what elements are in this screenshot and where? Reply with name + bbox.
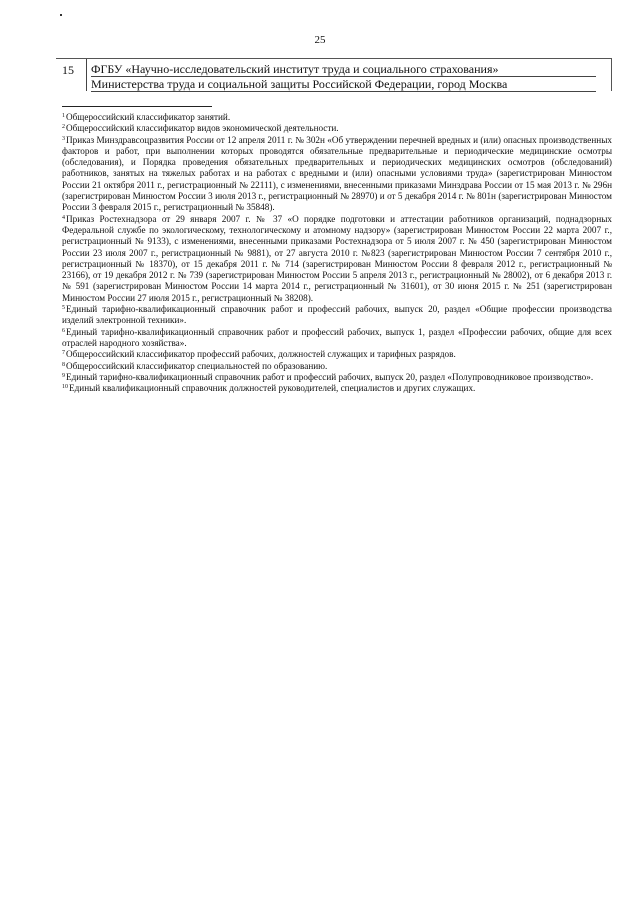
- footnote: [62, 327, 612, 350]
- footnote-marker: 9: [62, 372, 65, 379]
- footnote: [62, 361, 612, 372]
- footnote-marker: 7: [62, 350, 65, 357]
- footnote-text: Общероссийский классификатор видов экономической деятельности.: [66, 123, 339, 134]
- footnote-marker: 3: [62, 135, 65, 142]
- footnote-text: Приказ Минздравсоцразвития России от 12 апреля 2011 г. № 302н «Об утверждении перечней вредных и (или) опасных производственных факторов и работ, при выполнении которых проводятся обязательные предварительные и периодические медицинские осмотры (обследования), и Порядка проведения обязательных предварительных и периодических медицинских осмотров (обследований) работников, занятых на тяжелых работах и на работах с вредными и (или) опасными условиями труда» (зарегистрирован Минюстом России 21 октября 2011 г., регистрационный № 22111), с изменениями, внесенными приказами Минздрава России от 15 мая 2013 г. № 296н (зарегистрирован Минюстом России 3 июля 2013 г., регистрационный № 28970) и от 5 декабря 2014 г. № 801н (зарегистрирован Минюстом России 3 февраля 2015 г., регистрационный № 35848).: [62, 134, 612, 213]
- footnote: [62, 135, 612, 214]
- organization-name: [91, 62, 596, 92]
- footnote-text: Общероссийский классификатор занятий.: [66, 112, 231, 122]
- footnote-marker: 4: [62, 214, 65, 221]
- footnote-text: Единый тарифно-квалификационный справочник работ и профессий рабочих, выпуск 1, раздел «Профессии рабочих, общие для всех отраслей народного хозяйства».: [62, 326, 612, 348]
- footnote: [62, 112, 612, 123]
- column-divider: [86, 59, 87, 91]
- row-number: 15: [62, 63, 74, 77]
- footnotes: [62, 112, 612, 394]
- footnote-text: Единый квалификационный справочник должностей руководителей, специалистов и других служащих.: [69, 383, 476, 394]
- footnote-text: Единый тарифно-квалификационный справочник работ и профессий рабочих, выпуск 20, раздел «Общие профессии производства изделий электронной техники».: [62, 304, 612, 326]
- footnote-marker: 10: [62, 384, 68, 391]
- footnote: [62, 383, 612, 394]
- footnote: [62, 349, 612, 360]
- footnote-marker: 1: [62, 113, 65, 119]
- footnote: [62, 214, 612, 304]
- footnote-text: Общероссийский классификатор специальностей по образованию.: [66, 360, 328, 371]
- footnote-marker: 2: [62, 124, 65, 131]
- scan-mark: [60, 14, 62, 16]
- footnote-marker: 5: [62, 305, 65, 312]
- table-right-border: [611, 59, 612, 91]
- footnote-marker: 6: [62, 327, 65, 334]
- footnote: [62, 123, 612, 134]
- footnote-marker: 8: [62, 361, 65, 368]
- page-number: 25: [314, 34, 326, 46]
- footnote-text: Общероссийский классификатор профессий рабочих, должностей служащих и тарифных разрядов.: [66, 349, 456, 360]
- footnote-text: Приказ Ростехнадзора от 29 января 2007 г. № 37 «О порядке подготовки и аттестации работников организаций, поднадзорных Федеральной службе по экологическому, технологическому и атомному надзору» (зарегистрирован Минюстом России 22 марта 2007 г., регистрационный № 9133), с изменениями, внесенными приказами Ростехнадзора от 5 июля 2007 г. № 450 (зарегистрирован Минюстом России 23 июля 2007 г., регистрационный № 9881), от 27 августа 2010 г. №823 (зарегистрирован Минюстом России 7 сентября 2010 г., регистрационный № 18370), от 15 декабря 2011 г. № 714 (зарегистрирован Минюстом России 8 февраля 2012 г., регистрационный № 23166), от 19 декабря 2012 г. № 739 (зарегистрирован Минюстом России 5 апреля 2013 г., регистрационный № 28002), от 6 декабря 2013 г. № 591 (зарегистрирован Минюстом России 14 марта 2014 г., регистрационный № 31601), от 30 июня 2015 г. № 251 (зарегистрирован Минюстом России 27 июля 2015 г., регистрационный № 38208).: [62, 213, 612, 303]
- organization-name-line-1: ФГБУ «Научно-исследовательский институт труда и социального страхования»: [91, 62, 596, 77]
- footnote: [62, 304, 612, 327]
- table-row: [56, 58, 612, 91]
- footnote-divider: [62, 106, 212, 107]
- footnote: [62, 372, 612, 383]
- footnote-text: Единый тарифно-квалификационный справочник работ и профессий рабочих, выпуск 20, раздел «Полупроводниковое производство».: [66, 371, 594, 382]
- organization-name-line-2: Министерства труда и социальной защиты Российской Федерации, город Москва: [91, 77, 596, 92]
